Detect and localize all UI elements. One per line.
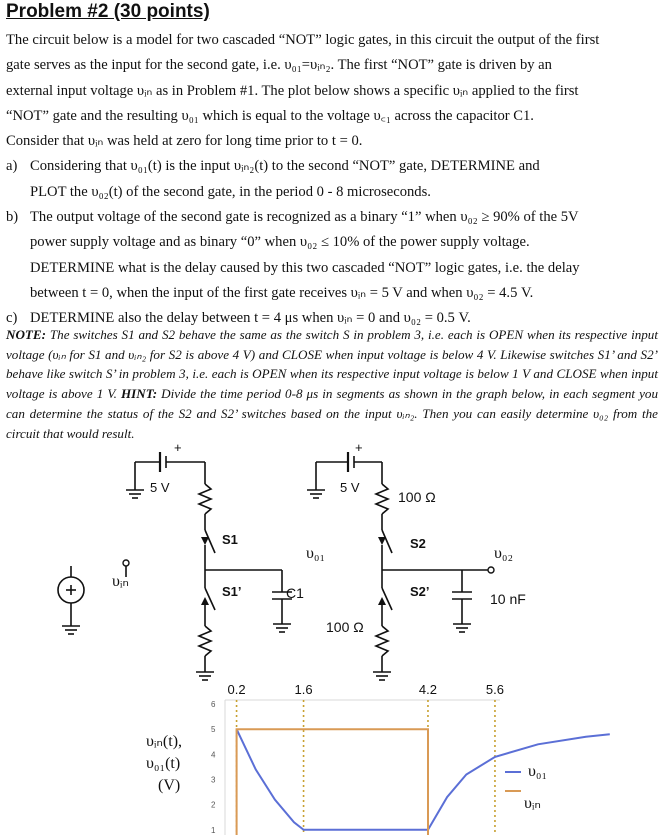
note-label: NOTE: [6,327,47,342]
vo2-node-label: υ₀₂ [494,545,514,562]
supply2-label: 5 V [340,480,360,495]
y-tick-label: 2 [211,800,216,810]
intro-line: “NOT” gate and the resulting υ₀₁ which is equal to the voltage υ꜀₁ across the capacitor C1. [6,107,534,124]
c2-label: 10 nF [490,591,526,607]
part-b-line: power supply voltage and as binary “0” when υ₀₂ ≤ 10% of the power supply voltage. [30,234,530,251]
series-vo1-line [237,729,610,830]
part-c-label: c) [6,310,18,327]
note-text: The switches S1 and S2 behave the same as the switch S in problem 3, i.e. each is OPEN when its respective input voltage (υᵢₙ for S1 and υᵢₙ₂ for S2 is above 4 V) and CLOSE when input voltage is below 4 V. Likewise switches S1’ and S2’ behave like switch S’ in problem 3, i.e. each is OPEN when its respective input voltage is below 1 V and CLOSE when input voltage is above 1 V. [6,327,658,402]
s2-label: S2 [410,536,426,551]
hint-text: Divide the time period 0-8 μs in segments as shown in the graph below, in each segment you can determine the status of the S2 and S2’ switches based on the input υᵢₙ₂. Then you can easily determine υ₀₂ from the circuit that would result. [6,386,658,441]
y-tick-label: 3 [211,775,216,785]
plus-sign: + [174,440,182,455]
intro-line: external input voltage υᵢₙ as in Problem #1. The plot below shows a specific υᵢₙ applied to the first [6,82,579,99]
intro-line: Consider that υᵢₙ was held at zero for long time prior to t = 0. [6,133,363,150]
y-label-line: (V) [158,777,181,794]
y-tick-label: 1 [211,825,216,835]
s1p-label: S1’ [222,584,242,599]
part-c-line: DETERMINE also the delay between t = 4 μs when υᵢₙ = 0 and υ₀₂ = 0.5 V. [30,310,471,327]
part-b-label: b) [6,209,19,226]
intro-line: The circuit below is a model for two cascaded “NOT” logic gates, in this circuit the output of the first [6,32,600,48]
y-tick-label: 5 [211,725,216,735]
vin-node-label: υᵢₙ [112,573,129,590]
s1-label: S1 [222,532,238,547]
part-b-line: DETERMINE what is the delay caused by this two cascaded “NOT” logic gates, i.e. the delay [30,259,580,276]
intro-line: gate serves as the input for the second gate, i.e. υ₀₁=υᵢₙ₂. The first “NOT” gate is driven by an [6,57,552,74]
part-b-line: The output voltage of the second gate is recognized as a binary “1” when υ₀₂ ≥ 90% of the 5V [30,209,579,226]
hint-label: HINT: [120,386,158,402]
series-vin-line [237,729,428,835]
part-a-line: Considering that υ₀₁(t) is the input υᵢₙ₂(t) to the second “NOT” gate, DETERMINE and [30,158,540,175]
part-a-label: a) [6,158,18,175]
plus-sign: + [355,440,363,455]
c1-label: C1 [286,585,304,601]
supply1-label: 5 V [150,480,170,495]
y-tick-label: 6 [211,700,216,709]
part-b-line: between t = 0, when the input of the first gate receives υᵢₙ = 5 V and when υ₀₂ = 4.5 V. [30,284,534,301]
x-marker-label: 4.2 [418,682,438,697]
r-bottom2-label: 100 Ω [326,619,364,635]
y-label-line: υ₀₁(t) [146,755,181,772]
legend-vo1-text: υ₀₁ [528,763,548,780]
legend-vin-text: υᵢₙ [524,795,541,812]
r-top2-label: 100 Ω [398,489,436,505]
problem-title: Problem #2 (30 points) [6,1,210,22]
vo1-node-label: υ₀₁ [306,545,326,562]
x-marker-label: 1.6 [294,682,313,697]
y-label-line: υᵢₙ(t), [146,733,183,750]
y-tick-label: 4 [211,750,216,760]
s2p-label: S2’ [410,584,430,599]
x-marker-label: 5.6 [485,682,504,697]
x-marker-label: 0.2 [227,682,246,697]
part-a-line: PLOT the υ₀₂(t) of the second gate, in the period 0 - 8 microseconds. [30,183,431,200]
